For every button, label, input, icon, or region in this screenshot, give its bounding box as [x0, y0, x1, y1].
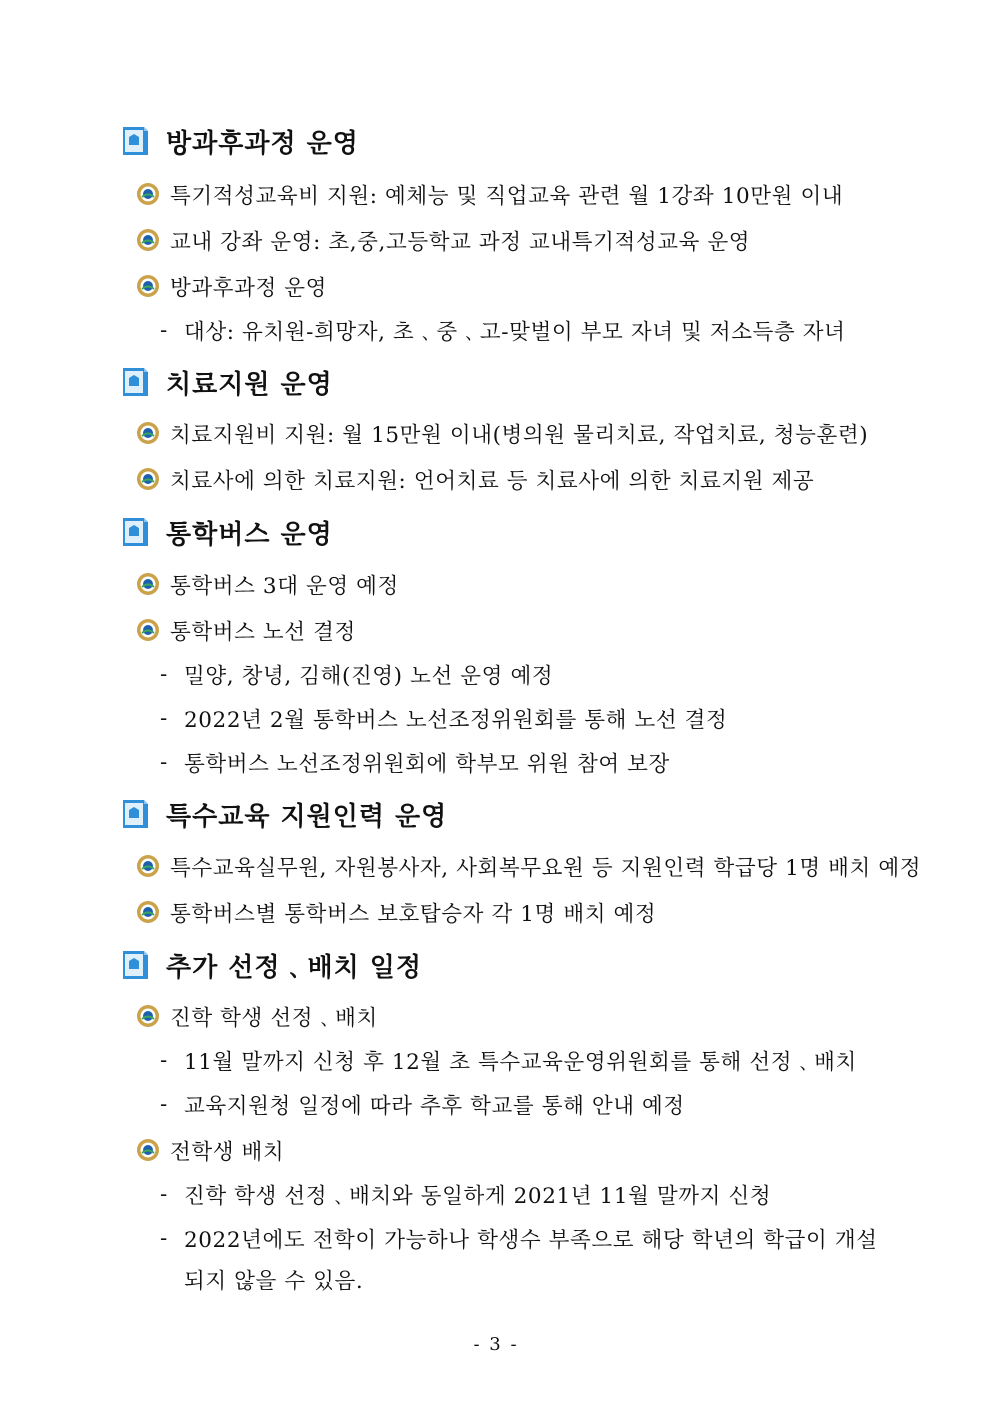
dash-marker: -: [160, 1181, 168, 1207]
section-heading: [120, 794, 447, 834]
bullet-text: 특기적성교육비 지원: 예체능 및 직업교육 관련 월 1강좌 10만원 이내: [170, 183, 844, 209]
section-heading: [120, 362, 333, 402]
sub-text: 진학 학생 선정﹑배치와 동일하게 2021년 11월 말까지 신청: [184, 1183, 772, 1209]
bullet-item: [136, 177, 843, 211]
bullet-text: 치료사에 의한 치료지원: 언어치료 등 치료사에 의한 치료지원 제공: [170, 468, 815, 494]
bullet-item: [136, 462, 814, 496]
bullet-item: [136, 849, 921, 883]
section-icon: [120, 949, 150, 981]
sub-item: [160, 701, 727, 735]
dash-marker: -: [160, 661, 168, 687]
sub-text: 2022년 2월 통학버스 노선조정위원회를 통해 노선 결정: [184, 707, 728, 733]
bullet-icon: [136, 1138, 160, 1162]
sub-text: 밀양, 창녕, 김해(진영) 노선 운영 예정: [184, 663, 554, 689]
sub-item: [160, 745, 670, 779]
bullet-text: 교내 강좌 운영: 초,중,고등학교 과정 교내특기적성교육 운영: [170, 229, 751, 255]
bullet-item: [136, 1133, 284, 1167]
section-heading: [120, 121, 359, 161]
dash-marker: -: [160, 749, 168, 775]
dash-marker: -: [160, 1091, 168, 1117]
section-icon: [120, 366, 150, 398]
dash-marker: -: [160, 1225, 168, 1251]
bullet-item: [136, 416, 868, 450]
bullet-icon: [136, 182, 160, 206]
bullet-text: 방과후과정 운영: [170, 275, 328, 301]
section-title: 특수교육 지원인력 운영: [166, 801, 448, 832]
bullet-text: 통학버스별 통학버스 보호탑승자 각 1명 배치 예정: [170, 901, 657, 927]
section-icon: [120, 125, 150, 157]
page-number: - 3 -: [473, 1334, 519, 1355]
section-title: 방과후과정 운영: [166, 128, 359, 159]
bullet-text: 특수교육실무원, 자원봉사자, 사회복무요원 등 지원인력 학급당 1명 배치 예정: [170, 855, 922, 881]
bullet-item: [136, 613, 356, 647]
dash-marker: -: [160, 1047, 168, 1073]
sub-item: [160, 1087, 685, 1121]
bullet-text: 진학 학생 선정﹑배치: [170, 1005, 378, 1031]
sub-item-continuation: [184, 1262, 363, 1296]
bullet-item: [136, 269, 327, 303]
sub-item: [160, 313, 845, 347]
bullet-icon: [136, 854, 160, 878]
section-title: 통학버스 운영: [166, 519, 333, 550]
bullet-text: 전학생 배치: [170, 1139, 285, 1165]
bullet-icon: [136, 618, 160, 642]
bullet-icon: [136, 274, 160, 298]
section-title: 치료지원 운영: [166, 369, 333, 400]
sub-text: 2022년에도 전학이 가능하나 학생수 부족으로 해당 학년의 학급이 개설: [184, 1227, 878, 1253]
sub-text: 11월 말까지 신청 후 12월 초 특수교육운영위원회를 통해 선정﹑배치: [184, 1049, 857, 1075]
sub-text: 대상: 유치원-희망자, 초﹑중﹑고-맞벌이 부모 자녀 및 저소득층 자녀: [184, 319, 846, 345]
sub-text: 되지 않을 수 있음.: [184, 1268, 364, 1294]
bullet-item: [136, 567, 399, 601]
bullet-text: 치료지원비 지원: 월 15만원 이내(병의원 물리치료, 작업치료, 청능훈련): [170, 422, 869, 448]
bullet-icon: [136, 900, 160, 924]
bullet-icon: [136, 467, 160, 491]
bullet-icon: [136, 421, 160, 445]
dash-marker: -: [160, 317, 168, 343]
dash-marker: -: [160, 705, 168, 731]
sub-item: [160, 657, 553, 691]
section-icon: [120, 798, 150, 830]
sub-item: [160, 1221, 878, 1255]
sub-text: 교육지원청 일정에 따라 추후 학교를 통해 안내 예정: [184, 1093, 685, 1119]
bullet-text: 통학버스 3대 운영 예정: [170, 573, 399, 599]
bullet-icon: [136, 1004, 160, 1028]
section-title: 추가 선정﹑배치 일정: [166, 952, 423, 983]
sub-item: [160, 1043, 857, 1077]
bullet-text: 통학버스 노선 결정: [170, 619, 356, 645]
section-icon: [120, 516, 150, 548]
sub-text: 통학버스 노선조정위원회에 학부모 위원 참여 보장: [184, 751, 670, 777]
bullet-icon: [136, 228, 160, 252]
bullet-item: [136, 999, 378, 1033]
bullet-item: [136, 223, 750, 257]
bullet-item: [136, 895, 656, 929]
section-heading: [120, 945, 422, 985]
bullet-icon: [136, 572, 160, 596]
sub-item: [160, 1177, 771, 1211]
section-heading: [120, 512, 333, 552]
